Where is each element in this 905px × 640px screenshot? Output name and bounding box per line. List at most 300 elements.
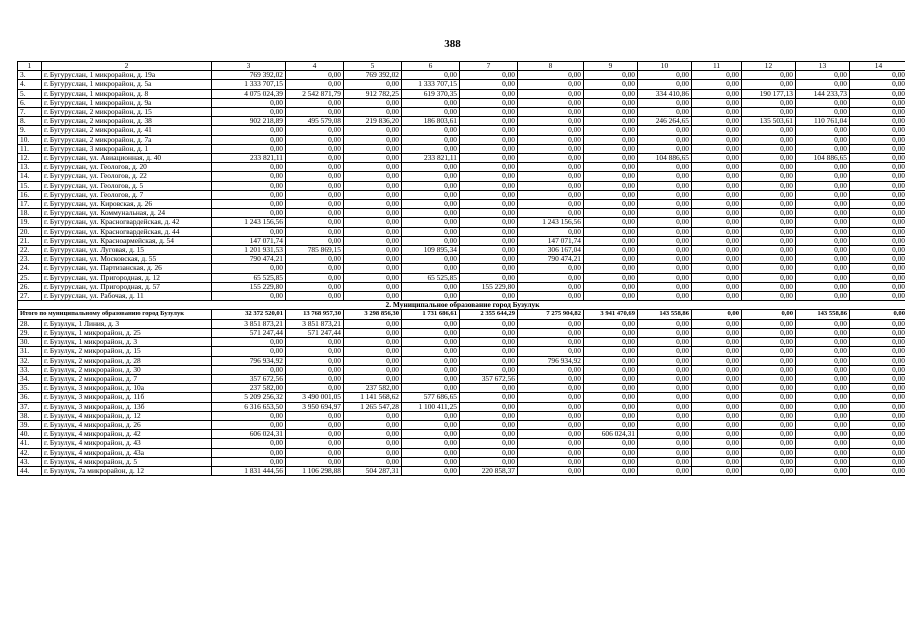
value-cell: 1 333 707,15 (402, 80, 460, 89)
value-cell: 0,00 (692, 328, 742, 337)
value-cell: 0,00 (796, 466, 850, 475)
value-cell: 0,00 (850, 117, 905, 126)
value-cell: 0,00 (692, 402, 742, 411)
value-cell: 0,00 (796, 80, 850, 89)
value-cell: 237 582,00 (212, 384, 286, 393)
address-cell: г. Бугуруслан, 2 микрорайон, д. 41 (42, 126, 212, 135)
value-cell: 0,00 (402, 319, 460, 328)
value-cell: 0,00 (692, 172, 742, 181)
value-cell: 0,00 (796, 430, 850, 439)
row-number: 9. (18, 126, 42, 135)
value-cell: 1 333 707,15 (212, 80, 286, 89)
value-cell: 0,00 (850, 457, 905, 466)
table-row (18, 347, 905, 356)
value-cell: 0,00 (286, 108, 344, 117)
value-cell: 1 106 298,88 (286, 466, 344, 475)
value-cell: 0,00 (460, 89, 518, 98)
value-cell: 0,00 (742, 338, 796, 347)
value-cell: 0,00 (344, 108, 402, 117)
value-cell: 0,00 (742, 328, 796, 337)
value-cell: 0,00 (796, 356, 850, 365)
value-cell: 0,00 (344, 227, 402, 236)
value-cell: 0,00 (402, 172, 460, 181)
value-cell: 0,00 (742, 384, 796, 393)
value-cell: 144 233,73 (796, 89, 850, 98)
value-cell: 1 243 156,56 (212, 218, 286, 227)
value-cell: 0,00 (796, 264, 850, 273)
value-cell: 0,00 (212, 200, 286, 209)
value-cell: 155 229,80 (460, 282, 518, 291)
value-cell: 912 782,25 (344, 89, 402, 98)
value-cell: 65 525,85 (402, 273, 460, 282)
value-cell: 0,00 (286, 356, 344, 365)
row-number: 16. (18, 190, 42, 199)
value-cell: 0,00 (402, 448, 460, 457)
value-cell: 0,00 (460, 319, 518, 328)
value-cell: 3 490 001,05 (286, 393, 344, 402)
value-cell: 0,00 (796, 71, 850, 80)
value-cell: 0,00 (212, 457, 286, 466)
value-cell: 0,00 (638, 393, 692, 402)
value-cell: 0,00 (344, 181, 402, 190)
row-number: 30. (18, 338, 42, 347)
value-cell: 0,00 (638, 466, 692, 475)
value-cell: 0,00 (850, 154, 905, 163)
value-cell: 0,00 (692, 448, 742, 457)
value-cell: 0,00 (402, 338, 460, 347)
section-title: 2. Муниципальное образование город Бузулук (18, 301, 905, 310)
value-cell: 0,00 (638, 71, 692, 80)
total-value: 1 731 686,61 (402, 310, 460, 319)
row-number: 23. (18, 255, 42, 264)
value-cell: 0,00 (638, 80, 692, 89)
value-cell: 0,00 (286, 172, 344, 181)
row-number: 39. (18, 420, 42, 429)
row-number: 41. (18, 439, 42, 448)
total-value: 7 275 904,82 (518, 310, 584, 319)
value-cell: 0,00 (796, 448, 850, 457)
table-row (18, 466, 905, 475)
value-cell: 0,00 (212, 190, 286, 199)
value-cell: 0,00 (638, 172, 692, 181)
value-cell: 0,00 (692, 190, 742, 199)
table-row (18, 71, 905, 80)
value-cell: 0,00 (460, 209, 518, 218)
value-cell: 0,00 (518, 89, 584, 98)
value-cell: 0,00 (402, 365, 460, 374)
value-cell: 0,00 (518, 181, 584, 190)
value-cell: 0,00 (518, 71, 584, 80)
value-cell: 0,00 (796, 209, 850, 218)
value-cell: 0,00 (638, 420, 692, 429)
address-cell: г. Бузулук, 3 микрорайон, д. 13б (42, 402, 212, 411)
value-cell: 0,00 (402, 356, 460, 365)
value-cell: 0,00 (460, 328, 518, 337)
address-cell: г. Бузулук, 1 Линия, д. 3 (42, 319, 212, 328)
value-cell: 0,00 (796, 328, 850, 337)
value-cell: 1 201 931,53 (212, 246, 286, 255)
value-cell: 0,00 (518, 430, 584, 439)
value-cell: 0,00 (742, 236, 796, 245)
value-cell: 0,00 (742, 374, 796, 383)
value-cell: 0,00 (518, 273, 584, 282)
value-cell: 0,00 (742, 108, 796, 117)
value-cell: 0,00 (518, 264, 584, 273)
value-cell: 0,00 (286, 144, 344, 153)
row-number: 8. (18, 117, 42, 126)
row-number: 14. (18, 172, 42, 181)
value-cell: 0,00 (692, 163, 742, 172)
row-number: 42. (18, 448, 42, 457)
value-cell: 0,00 (344, 98, 402, 107)
value-cell: 0,00 (344, 154, 402, 163)
data-table (17, 61, 905, 476)
value-cell: 0,00 (742, 347, 796, 356)
value-cell: 190 177,13 (742, 89, 796, 98)
value-cell: 0,00 (796, 181, 850, 190)
row-number: 25. (18, 273, 42, 282)
value-cell: 0,00 (460, 264, 518, 273)
value-cell: 0,00 (796, 384, 850, 393)
address-cell: г. Бузулук, 4 микрорайон, д. 43 (42, 439, 212, 448)
column-header: 7 (460, 62, 518, 71)
value-cell: 0,00 (460, 384, 518, 393)
value-cell: 0,00 (850, 393, 905, 402)
address-cell: г. Бугуруслан, ул. Кировская, д. 26 (42, 200, 212, 209)
value-cell: 237 582,00 (344, 384, 402, 393)
value-cell: 0,00 (850, 227, 905, 236)
value-cell: 0,00 (692, 236, 742, 245)
value-cell: 0,00 (402, 411, 460, 420)
value-cell: 0,00 (344, 430, 402, 439)
value-cell: 0,00 (212, 448, 286, 457)
row-number: 5. (18, 89, 42, 98)
table-row (18, 126, 905, 135)
value-cell: 0,00 (584, 89, 638, 98)
value-cell: 0,00 (638, 347, 692, 356)
value-cell: 0,00 (286, 135, 344, 144)
address-cell: г. Бугуруслан, ул. Красногвардейская, д. 44 (42, 227, 212, 236)
value-cell: 0,00 (584, 264, 638, 273)
total-value: 2 355 644,29 (460, 310, 518, 319)
value-cell: 0,00 (638, 163, 692, 172)
value-cell: 0,00 (212, 209, 286, 218)
value-cell: 0,00 (638, 384, 692, 393)
value-cell: 0,00 (212, 338, 286, 347)
value-cell: 0,00 (692, 319, 742, 328)
value-cell: 0,00 (402, 328, 460, 337)
value-cell: 0,00 (518, 126, 584, 135)
total-value: 13 768 957,30 (286, 310, 344, 319)
value-cell: 0,00 (850, 89, 905, 98)
value-cell: 0,00 (584, 347, 638, 356)
value-cell: 0,00 (692, 89, 742, 98)
value-cell: 785 869,15 (286, 246, 344, 255)
value-cell: 357 672,56 (212, 374, 286, 383)
row-number: 28. (18, 319, 42, 328)
value-cell: 0,00 (692, 384, 742, 393)
value-cell: 0,00 (460, 117, 518, 126)
value-cell: 0,00 (344, 282, 402, 291)
address-cell: г. Бугуруслан, ул. Коммунальная, д. 24 (42, 209, 212, 218)
value-cell: 0,00 (692, 135, 742, 144)
value-cell: 155 229,80 (212, 282, 286, 291)
table-row (18, 135, 905, 144)
value-cell: 0,00 (460, 236, 518, 245)
value-cell: 0,00 (850, 246, 905, 255)
value-cell: 0,00 (692, 439, 742, 448)
value-cell: 0,00 (692, 144, 742, 153)
table-row (18, 448, 905, 457)
value-cell: 219 836,20 (344, 117, 402, 126)
value-cell: 0,00 (584, 356, 638, 365)
total-value: 3 298 856,30 (344, 310, 402, 319)
table-row (18, 365, 905, 374)
value-cell: 0,00 (850, 338, 905, 347)
value-cell: 0,00 (796, 319, 850, 328)
row-number: 7. (18, 108, 42, 117)
table-row (18, 89, 905, 98)
column-header: 8 (518, 62, 584, 71)
value-cell: 0,00 (692, 338, 742, 347)
value-cell: 0,00 (344, 264, 402, 273)
value-cell: 0,00 (796, 457, 850, 466)
table-row (18, 402, 905, 411)
value-cell: 104 886,65 (638, 154, 692, 163)
table-body (18, 62, 905, 476)
table-row (18, 338, 905, 347)
value-cell: 0,00 (460, 356, 518, 365)
value-cell: 0,00 (286, 209, 344, 218)
value-cell: 0,00 (584, 411, 638, 420)
value-cell: 0,00 (518, 108, 584, 117)
value-cell: 0,00 (286, 154, 344, 163)
value-cell: 0,00 (584, 236, 638, 245)
value-cell: 0,00 (638, 273, 692, 282)
value-cell: 571 247,44 (286, 328, 344, 337)
value-cell: 0,00 (460, 246, 518, 255)
value-cell: 0,00 (692, 246, 742, 255)
value-cell: 0,00 (692, 273, 742, 282)
value-cell: 0,00 (742, 448, 796, 457)
value-cell: 0,00 (584, 108, 638, 117)
value-cell: 0,00 (584, 466, 638, 475)
table-row (18, 374, 905, 383)
row-number: 3. (18, 71, 42, 80)
row-number: 37. (18, 402, 42, 411)
value-cell: 0,00 (850, 181, 905, 190)
column-header: 14 (850, 62, 905, 71)
value-cell: 0,00 (460, 430, 518, 439)
value-cell: 0,00 (286, 420, 344, 429)
value-cell: 0,00 (742, 154, 796, 163)
row-number: 18. (18, 209, 42, 218)
value-cell: 65 525,85 (212, 273, 286, 282)
value-cell: 0,00 (850, 430, 905, 439)
value-cell: 0,00 (796, 411, 850, 420)
value-cell: 0,00 (518, 154, 584, 163)
total-label: Итого по муниципальному образованию город Бузулук (18, 310, 212, 319)
value-cell: 0,00 (286, 292, 344, 301)
address-cell: г. Бузулук, 4 микрорайон, д. 12 (42, 411, 212, 420)
address-cell: г. Бузулук, 2 микрорайон, д. 30 (42, 365, 212, 374)
value-cell: 790 474,21 (518, 255, 584, 264)
value-cell: 0,00 (460, 292, 518, 301)
value-cell: 0,00 (402, 209, 460, 218)
value-cell: 0,00 (460, 144, 518, 153)
value-cell: 0,00 (796, 200, 850, 209)
value-cell: 0,00 (402, 108, 460, 117)
value-cell: 0,00 (460, 172, 518, 181)
value-cell: 0,00 (742, 71, 796, 80)
value-cell: 0,00 (518, 98, 584, 107)
value-cell: 0,00 (692, 181, 742, 190)
address-cell: г. Бугуруслан, ул. Красноармейская, д. 54 (42, 236, 212, 245)
value-cell: 0,00 (638, 264, 692, 273)
row-number: 44. (18, 466, 42, 475)
value-cell: 0,00 (344, 420, 402, 429)
value-cell: 0,00 (638, 126, 692, 135)
value-cell: 0,00 (286, 439, 344, 448)
value-cell: 0,00 (344, 236, 402, 245)
value-cell: 0,00 (518, 209, 584, 218)
value-cell: 0,00 (638, 319, 692, 328)
value-cell: 0,00 (344, 439, 402, 448)
value-cell: 0,00 (286, 227, 344, 236)
table-row (18, 292, 905, 301)
value-cell: 0,00 (796, 420, 850, 429)
value-cell: 0,00 (518, 374, 584, 383)
table-row (18, 209, 905, 218)
value-cell: 0,00 (850, 200, 905, 209)
value-cell: 0,00 (638, 374, 692, 383)
row-number: 33. (18, 365, 42, 374)
value-cell: 0,00 (850, 144, 905, 153)
value-cell: 0,00 (460, 190, 518, 199)
value-cell: 571 247,44 (212, 328, 286, 337)
table-row (18, 411, 905, 420)
value-cell: 0,00 (692, 420, 742, 429)
value-cell: 0,00 (742, 218, 796, 227)
value-cell: 0,00 (286, 181, 344, 190)
value-cell: 0,00 (460, 347, 518, 356)
value-cell: 0,00 (344, 209, 402, 218)
value-cell: 0,00 (402, 236, 460, 245)
value-cell: 0,00 (212, 181, 286, 190)
row-number: 38. (18, 411, 42, 420)
row-number: 15. (18, 181, 42, 190)
total-value: 143 558,86 (796, 310, 850, 319)
value-cell: 0,00 (286, 273, 344, 282)
row-number: 21. (18, 236, 42, 245)
address-cell: г. Бугуруслан, ул. Геологов, д. 20 (42, 163, 212, 172)
value-cell: 0,00 (286, 365, 344, 374)
value-cell: 0,00 (402, 384, 460, 393)
address-cell: г. Бузулук, 3 микрорайон, д. 10а (42, 384, 212, 393)
value-cell: 0,00 (518, 457, 584, 466)
value-cell: 0,00 (584, 402, 638, 411)
value-cell: 0,00 (344, 457, 402, 466)
value-cell: 0,00 (344, 356, 402, 365)
value-cell: 0,00 (286, 218, 344, 227)
value-cell: 306 167,04 (518, 246, 584, 255)
table-row (18, 328, 905, 337)
value-cell: 0,00 (344, 246, 402, 255)
value-cell: 0,00 (692, 71, 742, 80)
value-cell: 0,00 (584, 292, 638, 301)
value-cell: 0,00 (460, 420, 518, 429)
value-cell: 0,00 (850, 273, 905, 282)
value-cell: 0,00 (344, 448, 402, 457)
value-cell: 0,00 (286, 126, 344, 135)
value-cell: 0,00 (742, 126, 796, 135)
table-row (18, 282, 905, 291)
value-cell: 0,00 (692, 154, 742, 163)
value-cell: 769 392,02 (212, 71, 286, 80)
value-cell: 0,00 (460, 411, 518, 420)
value-cell: 0,00 (742, 393, 796, 402)
table-row (18, 430, 905, 439)
value-cell: 0,00 (638, 135, 692, 144)
value-cell: 6 316 653,50 (212, 402, 286, 411)
value-cell: 0,00 (518, 448, 584, 457)
value-cell: 0,00 (402, 200, 460, 209)
value-cell: 0,00 (344, 200, 402, 209)
value-cell: 0,00 (742, 255, 796, 264)
value-cell: 796 934,92 (518, 356, 584, 365)
value-cell: 233 821,11 (212, 154, 286, 163)
value-cell: 0,00 (850, 135, 905, 144)
value-cell: 0,00 (584, 457, 638, 466)
value-cell: 0,00 (742, 80, 796, 89)
value-cell: 186 803,61 (402, 117, 460, 126)
value-cell: 0,00 (402, 439, 460, 448)
value-cell: 0,00 (212, 411, 286, 420)
value-cell: 0,00 (742, 365, 796, 374)
value-cell: 1 141 568,62 (344, 393, 402, 402)
value-cell: 0,00 (638, 402, 692, 411)
value-cell: 3 851 873,21 (212, 319, 286, 328)
value-cell: 0,00 (212, 135, 286, 144)
value-cell: 0,00 (692, 98, 742, 107)
value-cell: 357 672,56 (460, 374, 518, 383)
column-header: 9 (584, 62, 638, 71)
value-cell: 0,00 (638, 181, 692, 190)
value-cell: 0,00 (742, 356, 796, 365)
value-cell: 0,00 (518, 466, 584, 475)
row-number: 24. (18, 264, 42, 273)
value-cell: 0,00 (584, 209, 638, 218)
page-number: 388 (444, 38, 461, 50)
row-number: 34. (18, 374, 42, 383)
value-cell: 0,00 (518, 144, 584, 153)
value-cell: 0,00 (518, 227, 584, 236)
value-cell: 0,00 (460, 71, 518, 80)
value-cell: 0,00 (796, 98, 850, 107)
row-number: 4. (18, 80, 42, 89)
value-cell: 0,00 (638, 227, 692, 236)
address-cell: г. Бугуруслан, 1 микрорайон, д. 9а (42, 98, 212, 107)
value-cell: 4 075 024,39 (212, 89, 286, 98)
row-number: 36. (18, 393, 42, 402)
value-cell: 0,00 (850, 328, 905, 337)
value-cell: 0,00 (850, 347, 905, 356)
value-cell: 0,00 (402, 227, 460, 236)
value-cell: 0,00 (692, 466, 742, 475)
table-row (18, 190, 905, 199)
value-cell: 504 287,31 (344, 466, 402, 475)
value-cell: 0,00 (518, 420, 584, 429)
